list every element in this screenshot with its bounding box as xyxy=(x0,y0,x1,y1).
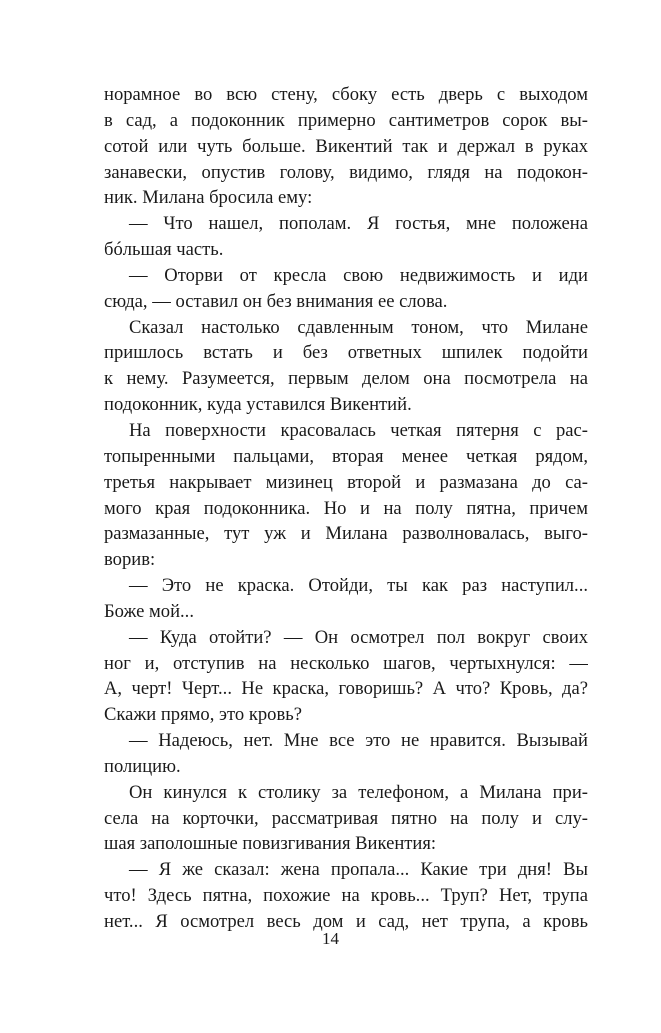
text-line: — Я же сказал: жена пропала... Какие три дня! Вы xyxy=(129,859,588,881)
text-line: — Оторви от кресла свою недвижимость и иди xyxy=(129,264,588,286)
text-line: На поверхности красовалась четкая пятерня с рас- xyxy=(129,419,588,441)
text-line: размазанные, тут уж и Милана разволновалась, выго- xyxy=(104,523,588,545)
text-line: Сказал настолько сдавленным тоном, что Милане xyxy=(129,316,588,338)
text-line: — Что нашел, пополам. Я гостья, мне положена xyxy=(129,213,588,235)
text-line: подоконник, куда уставился Викентий. xyxy=(104,394,412,416)
body-text xyxy=(104,82,588,935)
text-line: бóльшая часть. xyxy=(104,239,224,261)
text-line: топыренными пальцами, вторая менее четкая рядом, xyxy=(104,445,588,467)
text-line: к нему. Разумеется, первым делом она посмотрела на xyxy=(104,368,588,390)
text-line: ног и, отступив на несколько шагов, чертыхнулся: — xyxy=(104,652,588,674)
text-line: — Это не краска. Отойди, ты как раз наступил... xyxy=(129,575,588,597)
text-line: сотой или чуть больше. Викентий так и держал в руках xyxy=(104,135,588,157)
text-line: в сад, а подоконник примерно сантиметров сорок вы- xyxy=(104,109,588,131)
text-line: ник. Милана бросила ему: xyxy=(104,187,313,209)
text-line: нет... Я осмотрел весь дом и сад, нет трупа, а кровь xyxy=(104,911,588,932)
text-line: что! Здесь пятна, похожие на кровь... Труп? Нет, трупа xyxy=(104,885,588,907)
text-line: норамное во всю стену, сбоку есть дверь с выходом xyxy=(104,84,588,105)
text-line: шая заполошные повизгивания Викентия: xyxy=(104,833,437,855)
page-number: 14 xyxy=(322,929,339,948)
text-line: Боже мой... xyxy=(104,600,194,622)
text-line: села на корточки, рассматривая пятно на полу и слу- xyxy=(104,807,588,829)
text-line: полицию. xyxy=(104,755,181,777)
text-line: третья накрывает мизинец второй и размазана до са- xyxy=(104,471,588,493)
text-line: сюда, — оставил он без внимания ее слова. xyxy=(104,290,448,312)
text-line: — Куда отойти? — Он осмотрел пол вокруг своих xyxy=(129,626,588,648)
text-line: пришлось встать и без ответных шпилек подойти xyxy=(104,342,588,364)
text-line: Скажи прямо, это кровь? xyxy=(104,704,302,726)
text-line: занавески, опустив голову, видимо, глядя на подокон- xyxy=(104,161,588,183)
text-line: мого края подоконника. Но и на полу пятна, причем xyxy=(104,497,588,519)
text-line: ворив: xyxy=(104,549,156,571)
text-line: Он кинулся к столику за телефоном, а Милана при- xyxy=(129,781,588,803)
text-line: — Надеюсь, нет. Мне все это не нравится. Вызывай xyxy=(129,730,588,752)
text-line: А, черт! Черт... Не краска, говоришь? А что? Кровь, да? xyxy=(104,678,588,700)
